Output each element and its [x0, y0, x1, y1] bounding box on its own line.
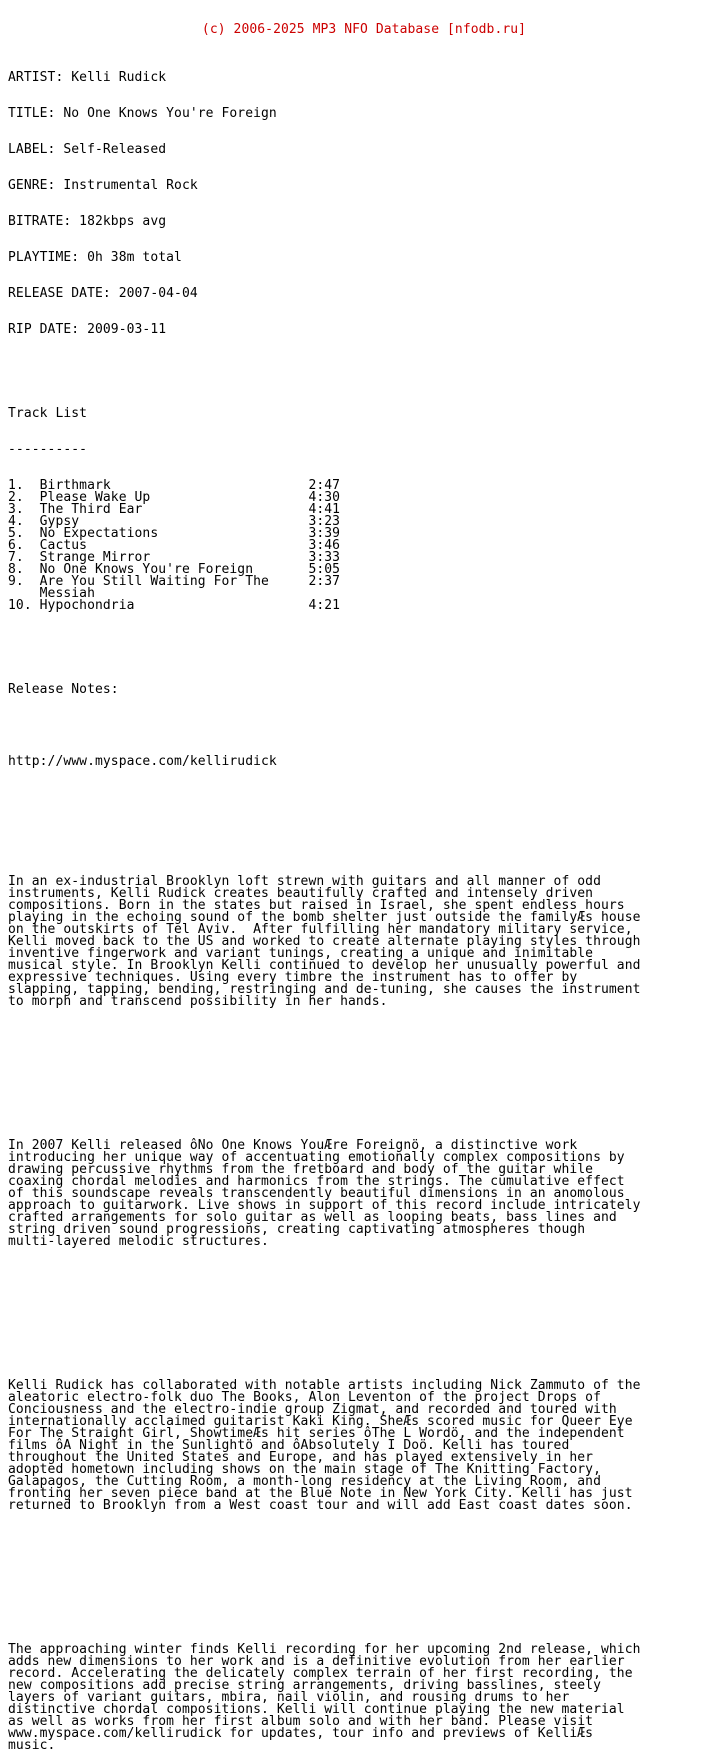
notes-line: drawing percussive rhythms from the fretboard and body of the guitar while [8, 1162, 594, 1177]
notes-line: new compositions add precise string arrangements, driving basslines, steely [8, 1678, 601, 1693]
notes-line: crafted arrangements for solo guitar as well as looping beats, bass lines and [8, 1210, 617, 1225]
track-line: 6. Cactus 3:46 [8, 538, 341, 553]
notes-line: The approaching winter finds Kelli recording for her upcoming 2nd release, which [8, 1642, 641, 1657]
notes-line: Kelli moved back to the US and worked to create alternate playing styles through [8, 934, 641, 949]
notes-paragraph-4 [8, 1644, 720, 1752]
notes-line: musical style. In Brooklyn Kelli continued to develop her unusually powerful and [8, 958, 641, 973]
track-line: 3. The Third Ear 4:41 [8, 502, 341, 517]
notes-paragraph-2 [8, 1140, 720, 1248]
playtime-line: PLAYTIME: 0h 38m total [8, 250, 182, 265]
title-line: TITLE: No One Knows You're Foreign [8, 106, 277, 121]
track-line: 5. No Expectations 3:39 [8, 526, 341, 541]
tracklist-heading: Track List [8, 406, 88, 421]
nfo-document [8, 0, 720, 1764]
bitrate-line: BITRATE: 182kbps avg [8, 214, 167, 229]
notes-line: compositions. Born in the states but raised in Israel, she spent endless hours [8, 898, 625, 913]
notes-line: on the outskirts of Tel Aviv. After fulfilling her mandatory military service, [8, 922, 633, 937]
notes-line: aleatoric electro-folk duo The Books, Alon Leventon of the project Drops of [8, 1390, 601, 1405]
notes-line: In 2007 Kelli released ôNo One Knows YouÆre Foreignö, a distinctive work [8, 1138, 578, 1153]
track-line: 7. Strange Mirror 3:33 [8, 550, 341, 565]
track-line: 1. Birthmark 2:47 [8, 478, 341, 493]
track-line: Messiah [8, 586, 95, 601]
notes-line: returned to Brooklyn from a West coast tour and will add East coast dates soon. [8, 1498, 633, 1513]
notes-line: Kelli Rudick has collaborated with notable artists including Nick Zammuto of the [8, 1378, 641, 1393]
notes-line: Galapagos, the Cutting Room, a month-long residency at the Living Room, and [8, 1474, 601, 1489]
myspace-link[interactable]: http://www.myspace.com/kellirudick [8, 754, 277, 769]
release-date-line: RELEASE DATE: 2007-04-04 [8, 286, 198, 301]
track-line: 9. Are You Still Waiting For The 2:37 [8, 574, 341, 589]
artist-line: ARTIST: Kelli Rudick [8, 70, 167, 85]
notes-line: string driven sound progressions, creating captivating atmospheres though [8, 1222, 586, 1237]
track-line: 10. Hypochondria 4:21 [8, 598, 341, 613]
track-line: 8. No One Knows You're Foreign 5:05 [8, 562, 341, 577]
notes-line: internationally acclaimed guitarist Kaki King. SheÆs scored music for Queer Eye [8, 1414, 633, 1429]
notes-line: layers of variant guitars, mbira, nail violin, and rousing drums to her [8, 1690, 570, 1705]
notes-line: to morph and transcend possibility in her hands. [8, 994, 388, 1009]
label-line: LABEL: Self-Released [8, 142, 167, 157]
notes-line: In an ex-industrial Brooklyn loft strewn with guitars and all manner of odd [8, 874, 601, 889]
notes-line: introducing her unique way of accentuating emotionally complex compositions by [8, 1150, 625, 1165]
notes-line: slapping, tapping, bending, restringing and de-tuning, she causes the instrument [8, 982, 641, 997]
release-notes-heading: Release Notes: [8, 682, 119, 697]
notes-line: of this soundscape reveals transcendently beautiful dimensions in an anomolous [8, 1186, 625, 1201]
notes-line: fronting her seven piece band at the Blue Note in New York City. Kelli has just [8, 1486, 633, 1501]
notes-line: inventive fingerwork and variant tunings, creating a unique and inimitable [8, 946, 594, 961]
copyright-banner: (c) 2006-2025 MP3 NFO Database [nfodb.ru] [201, 22, 527, 37]
notes-line: throughout the United States and Europe, and has played extensively in her [8, 1450, 594, 1465]
notes-line: expressive techniques. Using every timbre the instrument has to offer by [8, 970, 578, 985]
tracklist-underline: ---------- [8, 442, 88, 457]
rip-date-line: RIP DATE: 2009-03-11 [8, 322, 167, 337]
notes-line: For The Straight Girl, ShowtimeÆs hit series ôThe L Wordö, and the independent [8, 1426, 625, 1441]
notes-line: approach to guitarwork. Live shows in support of this record include intricately [8, 1198, 641, 1213]
genre-line: GENRE: Instrumental Rock [8, 178, 198, 193]
notes-line: distinctive chordal compositions. Kelli will continue playing the new material [8, 1702, 625, 1717]
notes-line: adds new dimensions to her work and is a definitive evolution from her earlier [8, 1654, 625, 1669]
track-line: 4. Gypsy 3:23 [8, 514, 341, 529]
notes-line: music. [8, 1738, 56, 1753]
notes-line: coaxing chordal melodies and harmonics from the strings. The cumulative effect [8, 1174, 625, 1189]
notes-line: playing in the echoing sound of the bomb shelter just outside the familyÆs house [8, 910, 641, 925]
track-line: 2. Please Wake Up 4:30 [8, 490, 341, 505]
notes-line: www.myspace.com/kellirudick for updates, tour info and previews of KelliÆs [8, 1726, 594, 1741]
notes-line: Conciousness and the electro-indie group Zigmat, and recorded and toured with [8, 1402, 617, 1417]
notes-line: as well as works from her first album solo and with her band. Please visit [8, 1714, 594, 1729]
notes-line: adopted hometown including shows on the main stage of The Knitting Factory, [8, 1462, 601, 1477]
notes-line: multi-layered melodic structures. [8, 1234, 269, 1249]
notes-line: films ôA Night in the Sunlightö and ôAbsolutely I Doö. Kelli has toured [8, 1438, 570, 1453]
tracklist [8, 480, 720, 612]
notes-paragraph-1 [8, 876, 720, 1008]
notes-paragraph-3 [8, 1380, 720, 1512]
notes-line: instruments, Kelli Rudick creates beautifully crafted and intensely driven [8, 886, 594, 901]
notes-line: record. Accelerating the delicately complex terrain of her first recording, the [8, 1666, 633, 1681]
